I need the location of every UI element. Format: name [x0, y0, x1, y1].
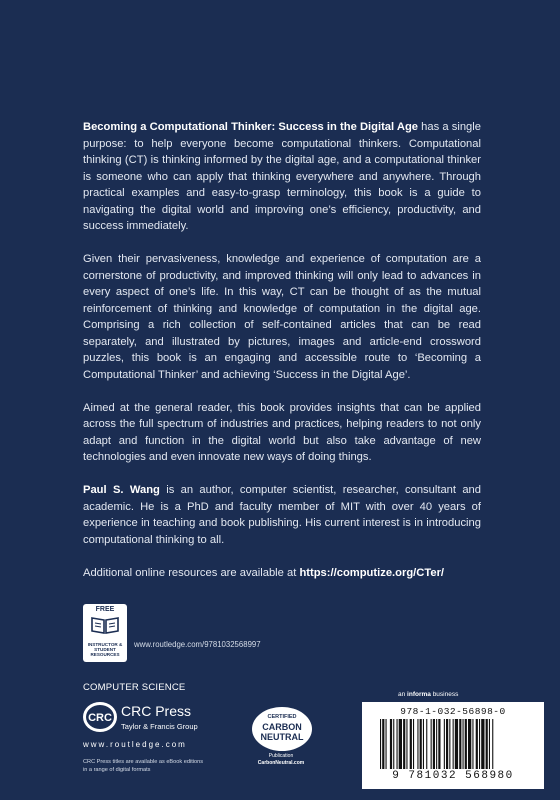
barcode-bar — [426, 719, 427, 769]
barcode-bar — [446, 719, 448, 769]
barcode-bar — [436, 719, 437, 769]
barcode-bar — [399, 719, 402, 769]
barcode-bar — [481, 719, 484, 769]
barcode-bar — [386, 719, 387, 769]
barcode-bars — [380, 719, 526, 769]
author-bio-text: is an author, computer scientist, researcher, consultant and academic. He is a PhD and faculty member of MIT with over 40 years of experience in teaching and book publishing. His current interest is in introducing computational thinking to all. — [83, 484, 482, 546]
crc-logo — [82, 701, 118, 738]
barcode-bar — [444, 719, 445, 769]
barcode-bar — [431, 719, 432, 769]
barcode-bar — [486, 719, 488, 769]
resources-label: INSTRUCTOR & STUDENT RESOURCES — [87, 642, 123, 657]
barcode-bar — [390, 719, 392, 769]
carbon-certified: CERTIFIED — [267, 714, 297, 720]
carbon-website[interactable]: CarbonNeutral.com — [257, 760, 305, 766]
ebook-note-line-1: CRC Press titles are available as eBook editions — [83, 759, 204, 765]
carbon-main-2: NEUTRAL — [260, 732, 304, 742]
barcode-bar — [465, 719, 467, 769]
carbon-neutral-logo — [248, 705, 316, 758]
barcode-bar — [449, 719, 450, 769]
barcode-bar — [420, 719, 422, 769]
blurb-paragraph-2: Given their pervasiveness, knowledge and experience of computation are a cornerstone of productivity, and improved thinking will only lead to advances in every aspect of one’s life. In this way, CT can be thought of as the mutual reinforcement of thinking and knowledge of computation in the digital age. Comprising a rich collection of self-contained articles that can be read separately, and illustrated by pictures, images and article-end crossword puzzles, this book is an engaging and accessible route to ‘Becoming a Computational Thinker’ and achieving ‘Success in the Digital Age’. — [83, 253, 481, 381]
ebook-note-line-2: in a range of digital formats — [83, 767, 151, 773]
back-cover-blurb — [83, 119, 481, 598]
barcode-bar — [417, 719, 418, 769]
isbn-bottom-text: 9 781032 568980 — [392, 770, 514, 782]
isbn-top-text: 978-1-032-56898-0 — [400, 706, 506, 717]
book-icon — [90, 615, 120, 640]
resources-link[interactable]: https://computize.org/CTer/ — [299, 566, 445, 579]
carbon-main-1: CARBON — [262, 722, 302, 732]
online-resources-line — [83, 565, 481, 582]
blurb-paragraph-1-text: has a single purpose: to help everyone become computational thinkers. Computational thinking (CT) is thinking informed by the digital age, and a computational thinker is someone who can apply that thinking everywhere and anywhere. Through practical examples and easy-to-grasp terminology, this book is a guide to navigating the digital world and improving one’s efficiency, productivity, and success immediately. — [83, 121, 481, 232]
barcode-bar — [492, 719, 493, 769]
blurb-paragraph-1 — [83, 119, 481, 235]
barcode-bar — [479, 719, 480, 769]
barcode-bar — [393, 719, 394, 769]
subject-category: COMPUTER SCIENCE — [83, 682, 186, 693]
informa-suffix: business — [430, 691, 459, 698]
isbn-barcode — [362, 702, 544, 789]
online-resources-text: Additional online resources are available at — [83, 566, 300, 579]
barcode-bar — [459, 719, 461, 769]
barcode-bar — [453, 719, 454, 769]
barcode-bar — [380, 719, 381, 769]
crc-logo-text: CRC — [88, 712, 112, 724]
barcode-bar — [403, 719, 405, 769]
author-name: Paul S. Wang — [83, 484, 160, 496]
book-title: Becoming a Computational Thinker: Success in the Digital Age — [83, 121, 419, 133]
barcode-bar — [406, 719, 407, 769]
barcode-bar — [382, 719, 384, 769]
barcode-bar — [476, 719, 478, 769]
barcode-bar — [472, 719, 473, 769]
carbon-publication-label: Publication — [268, 753, 294, 759]
free-label: FREE — [95, 606, 115, 613]
publisher-name: CRC Press — [121, 703, 192, 719]
informa-line — [398, 691, 458, 698]
informa-prefix: an — [398, 691, 408, 698]
free-resources-badge — [83, 604, 127, 662]
blurb-paragraph-3: Aimed at the general reader, this book provides insights that can be applied across the full spectrum of industries and practices, helping readers to not only adapt and function in the digital world but also take advantage of new technologies and even innovate new ways of doing things. — [83, 401, 481, 463]
barcode-bar — [455, 719, 458, 769]
barcode-bar — [410, 719, 412, 769]
barcode-bar — [463, 719, 464, 769]
publisher-group: Taylor & Francis Group — [121, 722, 198, 731]
barcode-bar — [468, 719, 471, 769]
author-bio — [83, 482, 481, 548]
barcode-bar — [397, 719, 398, 769]
resources-url[interactable]: www.routledge.com/9781032568997 — [134, 640, 261, 649]
publisher-website[interactable]: www.routledge.com — [83, 740, 187, 749]
barcode-bar — [438, 719, 440, 769]
barcode-bar — [489, 719, 490, 769]
barcode-bar — [433, 719, 435, 769]
informa-brand: informa — [407, 691, 431, 698]
barcode-bar — [423, 719, 424, 769]
barcode-bar — [413, 719, 414, 769]
